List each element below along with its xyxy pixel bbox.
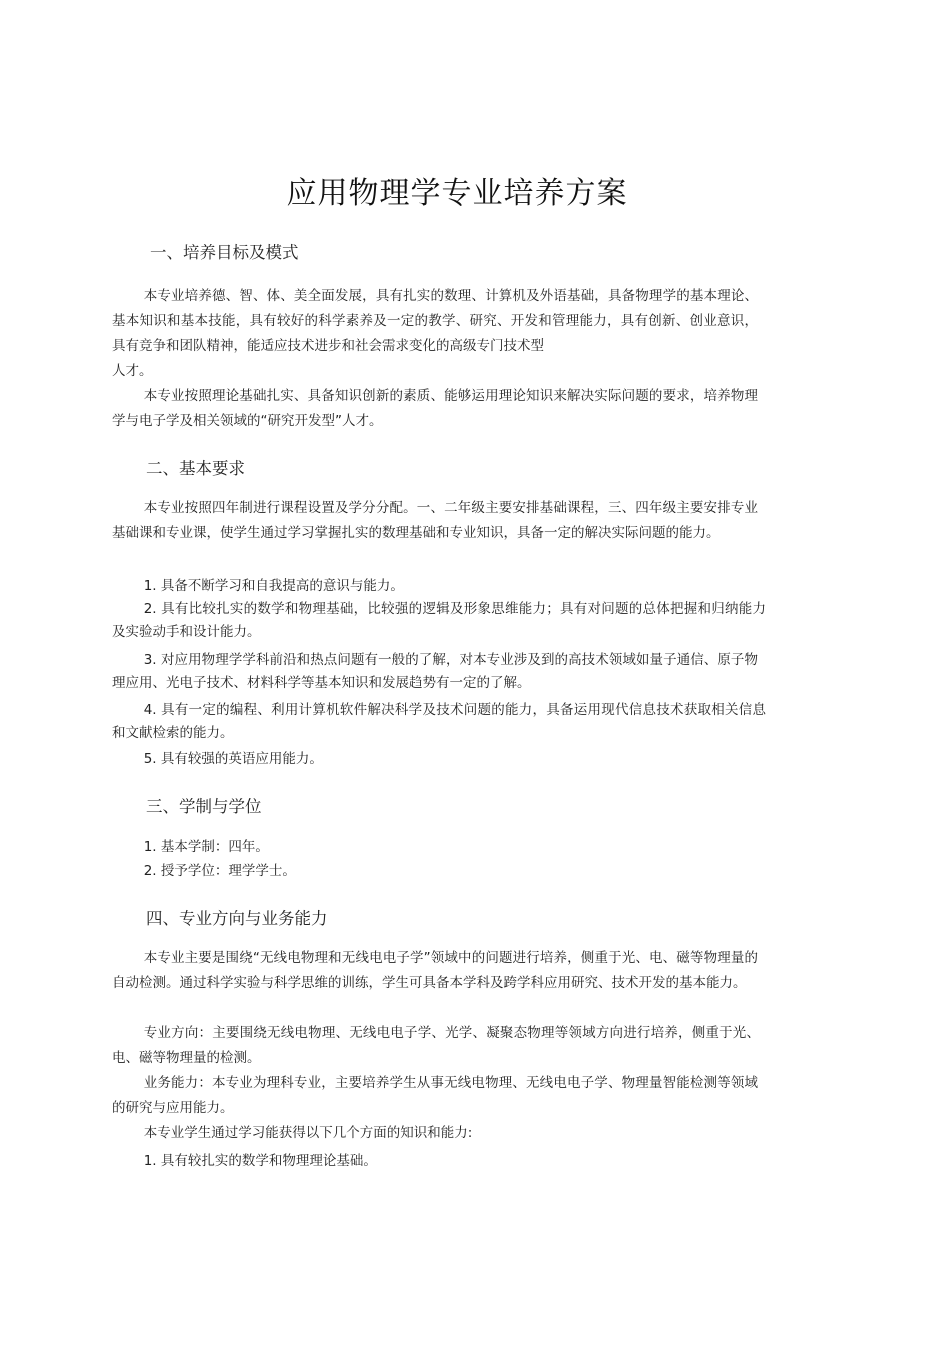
paragraph: 人才。 [112, 363, 153, 379]
paragraph: 专业方向：主要围绕无线电物理、无线电电子学、光学、凝聚态物理等领域方向进行培养，侧重于光、电、磁等物理量的检测。 [112, 1025, 760, 1066]
list-item: 5. 具有较强的英语应用能力。 [143, 751, 323, 767]
paragraph: 本专业主要是围绕“无线电物理和无线电电子学”领域中的问题进行培养，侧重于光、电、磁等物理量的自动检测。通过科学实验与科学思维的训练，学生可具备本学科及跨学科应用研究、技术开发的基本能力。 [112, 950, 758, 991]
list-item: 1. 具有较扎实的数学和物理理论基础。 [143, 1153, 377, 1169]
list-item: 2. 授予学位：理学学士。 [143, 863, 296, 879]
paragraph: 业务能力：本专业为理科专业，主要培养学生从事无线电物理、无线电电子学、物理量智能检测等领域的研究与应用能力。 [112, 1075, 758, 1116]
list-item: 1. 具备不断学习和自我提高的意识与能力。 [143, 578, 404, 594]
list-item: 2. 具有比较扎实的数学和物理基础，比较强的逻辑及形象思维能力；具有对问题的总体把握和归纳能力及实验动手和设计能力。 [112, 601, 766, 640]
paragraph: 本专业学生通过学习能获得以下几个方面的知识和能力: [143, 1125, 473, 1141]
section-heading-1: 一、培养目标及模式 [150, 243, 299, 262]
document-title: 应用物理学专业培养方案 [286, 176, 628, 211]
list-item: 1. 基本学制：四年。 [143, 839, 269, 855]
paragraph: 本专业按照四年制进行课程设置及学分分配。一、二年级主要安排基础课程，三、四年级主要安排专业基础课和专业课，使学生通过学习掌握扎实的数理基础和专业知识，具备一定的解决实际问题的能力。 [112, 500, 758, 541]
paragraph: 本专业培养德、智、体、美全面发展，具有扎实的数理、计算机及外语基础，具备物理学的基本理论、基本知识和基本技能，具有较好的科学素养及一定的教学、研究、开发和管理能力，具有创新、创业意识，具有竞争和团队精神，能适应技术进步和社会需求变化的高级专门技术型 [112, 288, 758, 354]
list-item: 4. 具有一定的编程、利用计算机软件解决科学及技术问题的能力，具备运用现代信息技术获取相关信息和文献检索的能力。 [112, 702, 766, 741]
section-heading-2: 二、基本要求 [146, 459, 245, 478]
section-heading-3: 三、学制与学位 [146, 797, 262, 816]
paragraph: 本专业按照理论基础扎实、具备知识创新的素质、能够运用理论知识来解决实际问题的要求，培养物理学与电子学及相关领域的“研究开发型”人才。 [112, 388, 758, 429]
list-item: 3. 对应用物理学学科前沿和热点问题有一般的了解，对本专业涉及到的高技术领域如量子通信、原子物理应用、光电子技术、材料科学等基本知识和发展趋势有一定的了解。 [112, 652, 758, 691]
section-heading-4: 四、专业方向与业务能力 [146, 909, 328, 928]
